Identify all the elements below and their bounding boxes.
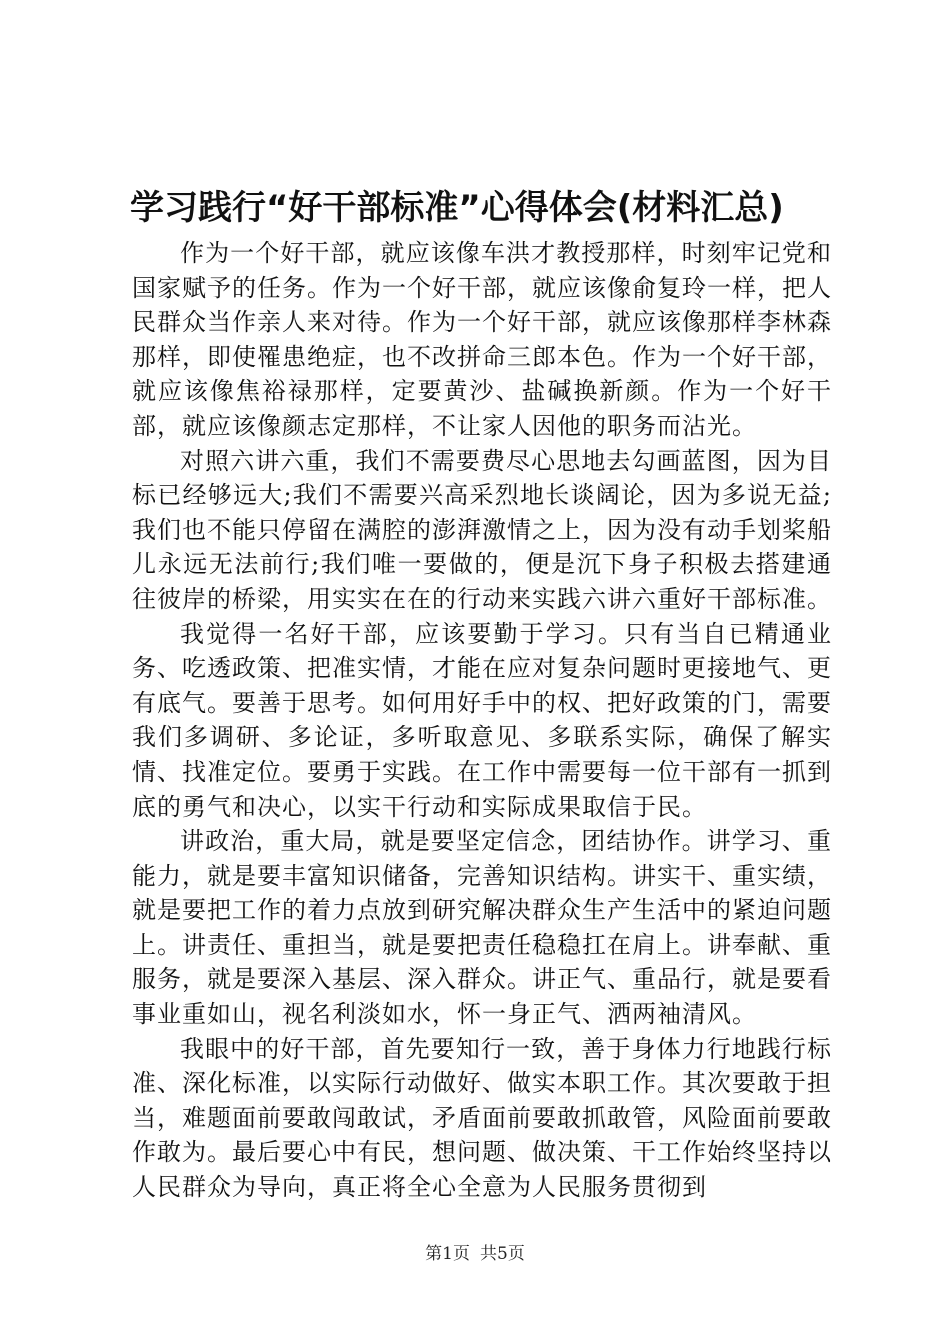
page-title: 学习践行“好干部标准”心得体会(材料汇总) <box>130 188 784 228</box>
paragraph: 讲政治，重大局，就是要坚定信念，团结协作。讲学习、重能力，就是要丰富知识储备，完善知识结构。讲实干、重实绩，就是要把工作的着力点放到研究解决群众生产生活中的紧迫问题上。讲责任、重担当，就是要把责任稳稳扛在肩上。讲奉献、重服务，就是要深入基层、深入群众。讲正气、重品行，就是要看事业重如山，视名利淡如水，怀一身正气、洒两袖清风。 <box>132 827 832 1029</box>
paragraph: 对照六讲六重，我们不需要费尽心思地去勾画蓝图，因为目标已经够远大;我们不需要兴高采烈地长谈阔论，因为多说无益;我们也不能只停留在满腔的澎湃激情之上，因为没有动手划桨船儿永远无法前行;我们唯一要做的，便是沉下身子积极去搭建通往彼岸的桥梁，用实实在在的行动来实践六讲六重好干部标准。 <box>132 446 832 613</box>
paragraph: 我眼中的好干部，首先要知行一致，善于身体力行地践行标准、深化标准，以实际行动做好、做实本职工作。其次要敢于担当，难题面前要敢闯敢试，矛盾面前要敢抓敢管，风险面前要敢作敢为。最后要心中有民，想问题、做决策、干工作始终坚持以人民群众为导向，真正将全心全意为人民服务贯彻到 <box>132 1034 832 1202</box>
page-total: 共5页 <box>480 1244 525 1264</box>
page-footer <box>0 1242 950 1266</box>
paragraph: 作为一个好干部，就应该像车洪才教授那样，时刻牢记党和国家赋予的任务。作为一个好干部，就应该像俞复玲一样，把人民群众当作亲人来对待。作为一个好干部，就应该像那样李林森那样，即使罹患绝症，也不改拼命三郎本色。作为一个好干部，就应该像焦裕禄那样，定要黄沙、盐碱换新颜。作为一个好干部，就应该像颜志定那样，不让家人因他的职务而沾光。 <box>132 239 832 440</box>
page-number: 第1页 <box>425 1244 470 1264</box>
paragraph: 我觉得一名好干部，应该要勤于学习。只有当自已精通业务、吃透政策、把准实情，才能在应对复杂问题时更接地气、更有底气。要善于思考。如何用好手中的权、把好政策的门，需要我们多调研、多论证，多听取意见、多联系实际，确保了解实情、找准定位。要勇于实践。在工作中需要每一位干部有一抓到底的勇气和决心，以实干行动和实际成果取信于民。 <box>132 619 832 821</box>
document-body <box>132 236 832 1205</box>
